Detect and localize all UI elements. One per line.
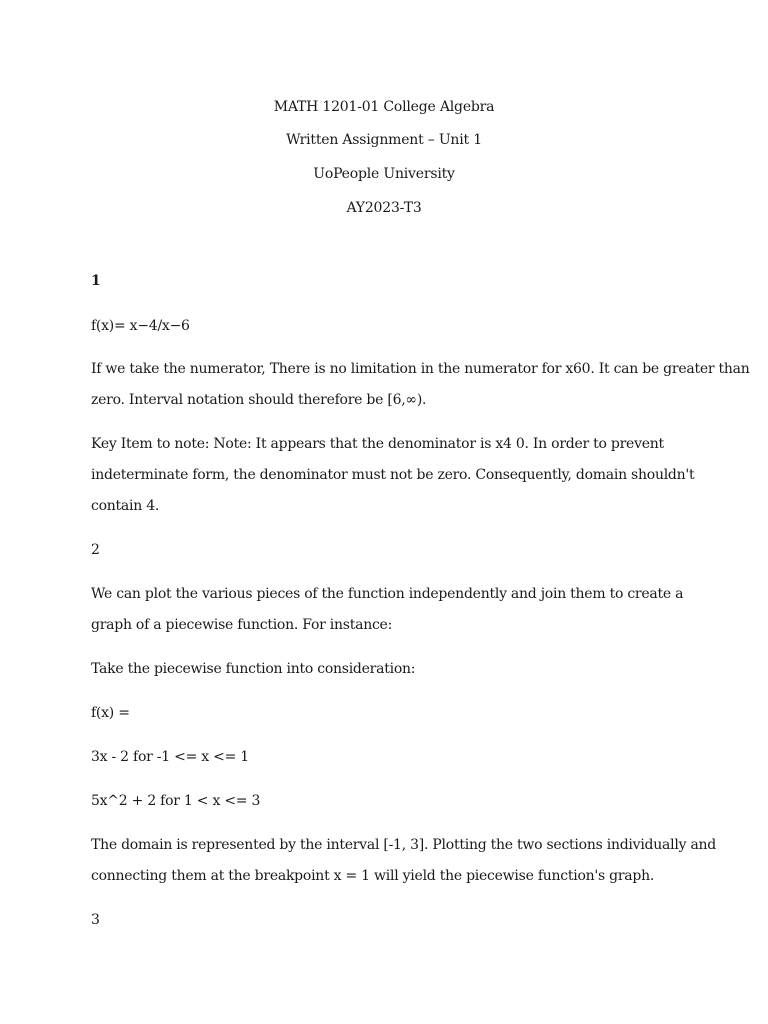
paragraph-line: Key Item to note: Note: It appears that the denominator is x4 0. In order to prevent: [91, 436, 664, 452]
function-definition: f(x)= x−4/x−6: [91, 318, 190, 334]
paragraph-line: zero. Interval notation should therefore be [6,∞).: [91, 392, 427, 408]
piecewise-part-1: 3x - 2 for -1 <= x <= 1: [91, 749, 249, 765]
function-label: f(x) =: [91, 705, 130, 721]
paragraph-line: connecting them at the breakpoint x = 1 will yield the piecewise function's graph.: [91, 868, 655, 884]
paragraph-line: The domain is represented by the interval [-1, 3]. Plotting the two sections individually and: [91, 837, 717, 853]
section-number-1: 1: [91, 273, 101, 289]
section-number-3: 3: [91, 912, 100, 928]
paragraph-line: We can plot the various pieces of the function independently and join them to create a: [91, 586, 684, 602]
university-name: UoPeople University: [313, 166, 455, 182]
piecewise-part-2: 5x^2 + 2 for 1 < x <= 3: [91, 793, 261, 809]
term-label: AY2023-T3: [346, 200, 422, 216]
paragraph-line: indeterminate form, the denominator must not be zero. Consequently, domain shouldn't: [91, 467, 695, 483]
paragraph-line: contain 4.: [91, 498, 160, 514]
section-number-2: 2: [91, 542, 100, 558]
paragraph-line: Take the piecewise function into consideration:: [91, 661, 416, 677]
course-title: MATH 1201-01 College Algebra: [273, 99, 495, 115]
assignment-title: Written Assignment – Unit 1: [286, 132, 482, 148]
paragraph-line: graph of a piecewise function. For instance:: [91, 617, 393, 633]
paragraph-line: If we take the numerator, There is no limitation in the numerator for x60. It can be greater than: [91, 361, 750, 377]
